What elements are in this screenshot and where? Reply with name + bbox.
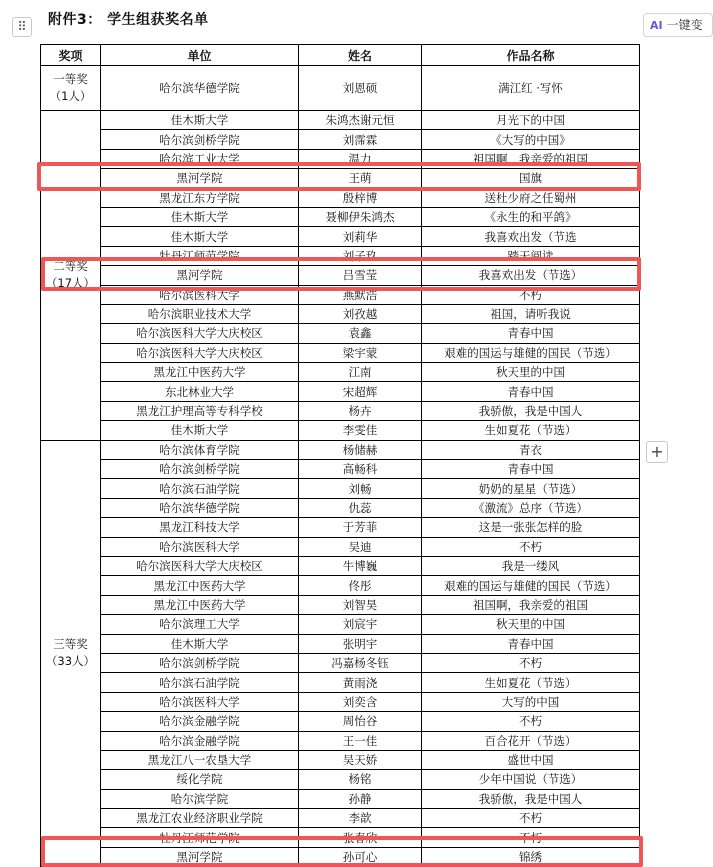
table-row	[41, 537, 640, 556]
header-award: 奖项	[41, 45, 101, 66]
name-cell: 吕雪莹	[299, 266, 422, 285]
table-row	[41, 731, 640, 750]
unit-cell: 黑龙江科技大学	[101, 518, 299, 537]
work-cell: 青衣	[422, 440, 640, 459]
name-cell: 刘子玖	[299, 246, 422, 265]
unit-cell: 东北林业大学	[101, 382, 299, 401]
table-row	[41, 363, 640, 382]
drag-handle-icon[interactable]: ⠿	[12, 17, 32, 37]
unit-cell: 绥化学院	[101, 770, 299, 789]
work-cell: 满江红 ·写怀	[422, 66, 640, 111]
table-row	[41, 828, 640, 847]
name-cell: 刘孜越	[299, 304, 422, 323]
name-cell: 仇蕊	[299, 498, 422, 517]
unit-cell: 黑河学院	[101, 266, 299, 285]
table-row	[41, 789, 640, 808]
table-row	[41, 653, 640, 672]
award-tier-label: 一等奖	[53, 72, 88, 86]
work-cell: 我喜欢出发（节选）	[422, 266, 640, 285]
unit-cell: 哈尔滨石油学院	[101, 479, 299, 498]
work-cell: 盛世中国	[422, 750, 640, 769]
name-cell: 刘宸宇	[299, 615, 422, 634]
award-table	[40, 44, 640, 867]
name-cell: 佟彤	[299, 576, 422, 595]
table-row	[41, 460, 640, 479]
work-cell: 不朽	[422, 285, 640, 304]
name-cell: 朱鸿杰谢元恒	[299, 111, 422, 130]
table-row	[41, 246, 640, 265]
table-row	[41, 576, 640, 595]
work-cell: 不朽	[422, 537, 640, 556]
award-tier-cell	[41, 440, 101, 867]
name-cell: 殷梓博	[299, 188, 422, 207]
name-cell: 温力	[299, 149, 422, 168]
unit-cell: 哈尔滨工业大学	[101, 149, 299, 168]
name-cell: 刘奕含	[299, 692, 422, 711]
award-tier-count: （33人）	[45, 654, 96, 669]
award-tier-count: （1人）	[49, 89, 92, 103]
work-cell: 艰难的国运与雄健的国民（节选）	[422, 343, 640, 362]
table-row	[41, 324, 640, 343]
unit-cell: 哈尔滨学院	[101, 789, 299, 808]
work-cell: 艰难的国运与雄健的国民（节选）	[422, 576, 640, 595]
ai-button-label: 一键变	[666, 18, 703, 32]
name-cell: 王萌	[299, 169, 422, 188]
work-cell: 我是一缕风	[422, 556, 640, 575]
table-row	[41, 149, 640, 168]
table-row	[41, 498, 640, 517]
work-cell: 奶奶的星星（节选）	[422, 479, 640, 498]
name-cell: 黄雨浇	[299, 673, 422, 692]
table-row	[41, 634, 640, 653]
unit-cell: 黑龙江护理高等专科学校	[101, 401, 299, 420]
table-row	[41, 382, 640, 401]
name-cell: 孙可心	[299, 847, 422, 866]
name-cell: 孙静	[299, 789, 422, 808]
work-cell: 青春中国	[422, 324, 640, 343]
table-row	[41, 847, 640, 866]
unit-cell: 哈尔滨医科大学大庆校区	[101, 324, 299, 343]
unit-cell: 牡丹江师范学院	[101, 246, 299, 265]
unit-cell: 佳木斯大学	[101, 421, 299, 440]
unit-cell: 哈尔滨体育学院	[101, 440, 299, 459]
work-cell: 祖国，请听我说	[422, 304, 640, 323]
work-cell: 不朽	[422, 828, 640, 847]
table-row	[41, 750, 640, 769]
table-row	[41, 66, 640, 111]
work-cell: 不朽	[422, 712, 640, 731]
table-row	[41, 130, 640, 149]
name-cell: 宋超辉	[299, 382, 422, 401]
table-row	[41, 343, 640, 362]
table-row	[41, 556, 640, 575]
table-row	[41, 809, 640, 828]
table-row	[41, 770, 640, 789]
table-row	[41, 188, 640, 207]
name-cell: 张明宇	[299, 634, 422, 653]
work-cell: 我骄傲，我是中国人	[422, 401, 640, 420]
page-title: 附件3： 学生组获奖名单	[48, 12, 209, 28]
table-row	[41, 518, 640, 537]
table-row	[41, 440, 640, 459]
unit-cell: 哈尔滨金融学院	[101, 731, 299, 750]
work-cell: 不朽	[422, 809, 640, 828]
table-row	[41, 692, 640, 711]
work-cell: 我喜欢出发（节选	[422, 227, 640, 246]
header-unit: 单位	[101, 45, 299, 66]
table-row	[41, 421, 640, 440]
name-cell: 冯嘉杨冬钰	[299, 653, 422, 672]
unit-cell: 黑龙江东方学院	[101, 188, 299, 207]
work-cell: 青春中国	[422, 634, 640, 653]
unit-cell: 黑龙江中医药大学	[101, 576, 299, 595]
work-cell: 锦绣	[422, 847, 640, 866]
work-cell: 少年中国说（节选）	[422, 770, 640, 789]
work-cell: 《大写的中国》	[422, 130, 640, 149]
work-cell: 月光下的中国	[422, 111, 640, 130]
add-icon[interactable]: +	[646, 441, 668, 463]
unit-cell: 哈尔滨剑桥学院	[101, 653, 299, 672]
work-cell: 不朽	[422, 653, 640, 672]
name-cell: 刘智昊	[299, 595, 422, 614]
unit-cell: 牡丹江师范学院	[101, 828, 299, 847]
name-cell: 袁鑫	[299, 324, 422, 343]
name-cell: 李雯佳	[299, 421, 422, 440]
table-row	[41, 595, 640, 614]
table-row	[41, 673, 640, 692]
work-cell: 百合花开（节选）	[422, 731, 640, 750]
name-cell: 高畅科	[299, 460, 422, 479]
unit-cell: 佳木斯大学	[101, 634, 299, 653]
table-row	[41, 304, 640, 323]
table-row	[41, 401, 640, 420]
work-cell: 踏天阅读	[422, 246, 640, 265]
table-row	[41, 111, 640, 130]
name-cell: 杨铭	[299, 770, 422, 789]
table-row	[41, 285, 640, 304]
unit-cell: 佳木斯大学	[101, 207, 299, 226]
work-cell: 生如夏花（节选）	[422, 421, 640, 440]
table-row	[41, 712, 640, 731]
header-work: 作品名称	[422, 45, 640, 66]
name-cell: 杨储赫	[299, 440, 422, 459]
table-row	[41, 266, 640, 285]
work-cell: 这是一张张怎样的脸	[422, 518, 640, 537]
unit-cell: 哈尔滨理工大学	[101, 615, 299, 634]
unit-cell: 哈尔滨医科大学大庆校区	[101, 343, 299, 362]
name-cell: 刘恩硕	[299, 66, 422, 111]
award-tier-label: 三等奖	[53, 637, 88, 652]
unit-cell: 哈尔滨金融学院	[101, 712, 299, 731]
work-cell: 国旗	[422, 169, 640, 188]
name-cell: 江南	[299, 363, 422, 382]
award-tier-cell	[41, 66, 101, 111]
name-cell: 刘霈霖	[299, 130, 422, 149]
work-cell: 祖国啊，我亲爱的祖国	[422, 149, 640, 168]
name-cell: 吴天娇	[299, 750, 422, 769]
name-cell: 梁宇蒙	[299, 343, 422, 362]
table-row	[41, 227, 640, 246]
unit-cell: 哈尔滨医科大学大庆校区	[101, 556, 299, 575]
table-row	[41, 615, 640, 634]
unit-cell: 哈尔滨华德学院	[101, 66, 299, 111]
unit-cell: 黑龙江八一农垦大学	[101, 750, 299, 769]
ai-assistant-button[interactable]	[643, 13, 713, 37]
unit-cell: 黑河学院	[101, 847, 299, 866]
unit-cell: 哈尔滨剑桥学院	[101, 460, 299, 479]
name-cell: 张春欣	[299, 828, 422, 847]
unit-cell: 佳木斯大学	[101, 227, 299, 246]
work-cell: 青春中国	[422, 382, 640, 401]
award-tier-label: 二等奖	[53, 259, 88, 274]
name-cell: 牛博巍	[299, 556, 422, 575]
unit-cell: 哈尔滨医科大学	[101, 692, 299, 711]
name-cell: 李歆	[299, 809, 422, 828]
ai-icon: AI	[650, 19, 663, 32]
unit-cell: 哈尔滨医科大学	[101, 285, 299, 304]
work-cell: 生如夏花（节选）	[422, 673, 640, 692]
name-cell: 刘莉华	[299, 227, 422, 246]
award-tier-cell	[41, 111, 101, 441]
work-cell: 青春中国	[422, 460, 640, 479]
table-row	[41, 479, 640, 498]
name-cell: 于芳菲	[299, 518, 422, 537]
unit-cell: 黑河学院	[101, 169, 299, 188]
name-cell: 刘畅	[299, 479, 422, 498]
unit-cell: 佳木斯大学	[101, 111, 299, 130]
work-cell: 我骄傲，我是中国人	[422, 789, 640, 808]
work-cell: 祖国啊，我亲爱的祖国	[422, 595, 640, 614]
name-cell: 聂柳伊朱鸿杰	[299, 207, 422, 226]
name-cell: 王一佳	[299, 731, 422, 750]
name-cell: 杨卉	[299, 401, 422, 420]
award-tier-count: （17人）	[45, 276, 96, 291]
name-cell: 周怡谷	[299, 712, 422, 731]
work-cell: 《激流》总序（节选）	[422, 498, 640, 517]
unit-cell: 哈尔滨职业技术大学	[101, 304, 299, 323]
unit-cell: 哈尔滨华德学院	[101, 498, 299, 517]
work-cell: 秋天里的中国	[422, 615, 640, 634]
header-name: 姓名	[299, 45, 422, 66]
unit-cell: 黑龙江农业经济职业学院	[101, 809, 299, 828]
work-cell: 大写的中国	[422, 692, 640, 711]
work-cell: 《永生的和平鸽》	[422, 207, 640, 226]
unit-cell: 哈尔滨剑桥学院	[101, 130, 299, 149]
unit-cell: 黑龙江中医药大学	[101, 363, 299, 382]
work-cell: 送杜少府之任蜀州	[422, 188, 640, 207]
name-cell: 吴迪	[299, 537, 422, 556]
table-row	[41, 169, 640, 188]
work-cell: 秋天里的中国	[422, 363, 640, 382]
unit-cell: 哈尔滨医科大学	[101, 537, 299, 556]
table-row	[41, 207, 640, 226]
unit-cell: 哈尔滨石油学院	[101, 673, 299, 692]
table-header-row	[41, 45, 640, 66]
unit-cell: 黑龙江中医药大学	[101, 595, 299, 614]
name-cell: 燕默浩	[299, 285, 422, 304]
